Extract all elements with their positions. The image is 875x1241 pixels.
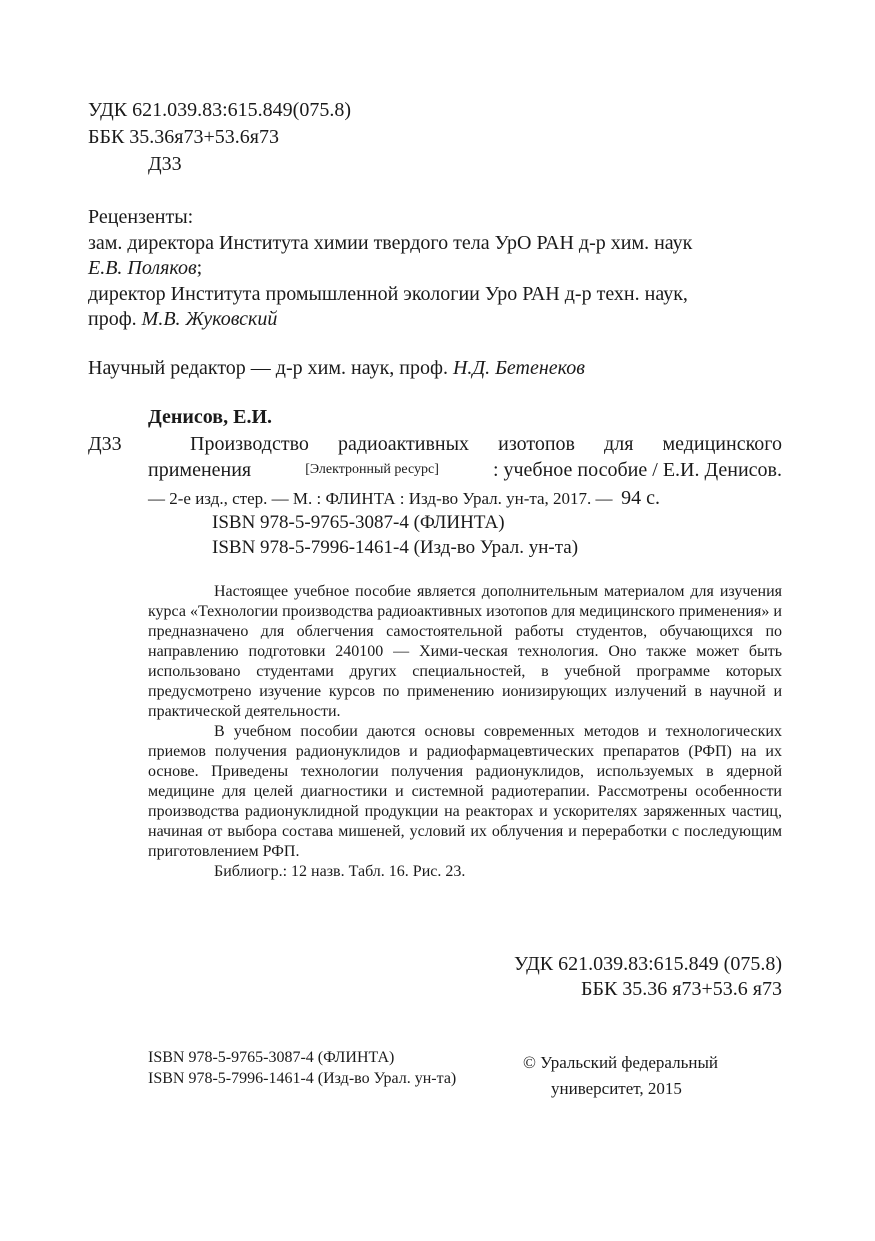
reviewer-1-separator: ; [196, 257, 203, 279]
reviewer-2 [88, 307, 277, 331]
editor-label: Научный редактор — д-р хим. наук, проф. [88, 357, 448, 379]
reviewer-1-position: зам. директора Института химии твердого тела УрО РАН д-р хим. наук [88, 232, 693, 254]
copyright-isbn-1: ISBN 978-5-9765-3087-4 (ФЛИНТА) [148, 1049, 395, 1066]
bib-resource-type: [Электронный ресурс] [305, 462, 439, 477]
annotation-biblio: Библиогр.: 12 назв. Табл. 16. Рис. 23. [214, 863, 466, 880]
bib-imprint [148, 486, 660, 510]
bib-isbn-1: ISBN 978-5-9765-3087-4 (ФЛИНТА) [212, 512, 505, 533]
annotation-paragraph-1: Настоящее учебное пособие является дополнительным материалом для изучения курса «Технологии производства радиоактивных изотопов для медицинского применения» и предназначено для облегчения самостоятельной работы студентов, обучающихся по направлению подготовки 240100 — Хими-ческая технология. Оно также может быть использовано студентами других специальностей, в учебной программе которых предусмотрено изучение курсов по применению ионизирующих излучений в научной и практической деятельности. [148, 583, 782, 720]
copyright-holder-line-1: © Уральский федеральный [523, 1053, 718, 1072]
reviewer-1-name: Е.В. Поляков [88, 257, 197, 279]
reviewer-2-position: директор Института промышленной экологии Уро РАН д-р техн. наук, [88, 283, 688, 305]
copyright-isbn-2: ISBN 978-5-7996-1461-4 (Изд-во Урал. ун-та) [148, 1070, 457, 1087]
bib-author: Денисов, Е.И. [148, 406, 273, 428]
copyright-holder-line-2: университет, 2015 [551, 1079, 682, 1098]
footer-udk: УДК 621.039.83:615.849 (075.8) [514, 953, 782, 975]
bib-pages: 94 с. [621, 487, 660, 509]
bib-imprint-text: — 2-е изд., стер. — М. : ФЛИНТА : Изд-во Урал. ун-та, 2017. — [148, 489, 613, 508]
udk-code: УДК 621.039.83:615.849(075.8) [88, 99, 351, 121]
reviewer-1 [88, 256, 202, 280]
annotation [148, 582, 782, 882]
bib-mark: Д33 [88, 433, 122, 455]
scientific-editor [88, 356, 585, 380]
author-mark: Д33 [148, 153, 182, 175]
editor-name: Н.Д. Бетенеков [452, 357, 585, 379]
bib-title-word: применения [148, 459, 252, 481]
reviewers-heading: Рецензенты: [88, 206, 194, 228]
footer-bbk: ББК 35.36 я73+53.6 я73 [581, 978, 782, 1000]
bib-isbn-2: ISBN 978-5-7996-1461-4 (Изд-во Урал. ун-та) [212, 537, 579, 558]
reviewer-2-name: М.В. Жуковский [141, 308, 278, 330]
annotation-paragraph-2: В учебном пособии даются основы современных методов и технологических приемов получения радионуклидов и радиофармацевтических препаратов (РФП) на их основе. Приведены технологии получения радионуклидов, используемых в ядерной медицине для целей диагностики и системной радиотерапии. Рассмотрены особенности производства радионуклидной продукции на реакторах и ускорителях заряженных частиц, начиная от выбора состава мишеней, условий их облучения и переработки с последующим приготовлением РФП. [148, 723, 782, 860]
reviewer-2-title: проф. [88, 308, 137, 330]
bbk-code: ББК 35.36я73+53.6я73 [88, 126, 279, 148]
bib-title-line-2 [148, 458, 782, 482]
bib-title-rest: : учебное пособие / Е.И. Денисов. [492, 459, 782, 481]
bib-title-line-1: Производство радиоактивных изотопов для медицинского [190, 433, 782, 455]
